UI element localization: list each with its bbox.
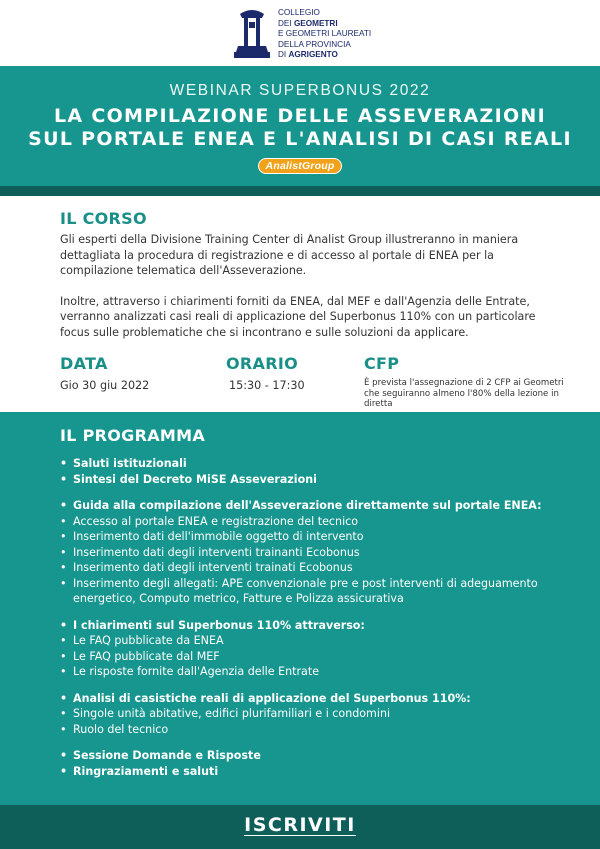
logo-line-4: DELLA PROVINCIA xyxy=(278,39,351,49)
logo-line-1: COLLEGIO xyxy=(278,8,320,17)
course-paragraph-1: Gli esperti della Divisione Training Center di Analist Group illustreranno in maniera dettagliata la procedura di registrazione e di accesso al portale di ENEA per la compilazione telematica dell'Asseverazione. xyxy=(60,233,519,277)
logo-line-5-prefix: DI xyxy=(278,50,289,59)
program-group xyxy=(60,618,560,680)
program-list xyxy=(60,456,560,790)
program-item: • Inserimento dati dell'immobile oggetto di intervento xyxy=(60,529,560,545)
program-item: • I chiarimenti sul Superbonus 110% attraverso: xyxy=(60,618,560,634)
program-group xyxy=(60,498,560,607)
program-item: • Sintesi del Decreto MiSE Asseverazioni xyxy=(60,472,560,488)
program-item: • Inserimento dati degli interventi trainanti Ecobonus xyxy=(60,545,560,561)
hero-title-line-1: LA COMPILAZIONE DELLE ASSEVERAZIONI xyxy=(54,105,546,127)
time-value: 15:30 - 17:30 xyxy=(229,379,305,392)
hero-banner xyxy=(0,66,600,186)
date-block xyxy=(60,354,149,392)
program-section xyxy=(0,412,600,805)
program-group xyxy=(60,691,560,738)
logo-line-2-prefix: DEI xyxy=(278,18,294,28)
collegio-emblem-icon xyxy=(232,4,272,60)
hero-title xyxy=(0,105,600,151)
logo-line-2 xyxy=(278,19,371,30)
time-block xyxy=(226,354,305,392)
register-button[interactable]: ISCRIVITI xyxy=(244,814,356,836)
program-title: IL PROGRAMMA xyxy=(60,426,206,445)
program-item: • Accesso al portale ENEA e registrazione del tecnico xyxy=(60,514,560,530)
cfp-label: CFP xyxy=(364,354,400,373)
program-item: • Ringraziamenti e saluti xyxy=(60,764,560,780)
cfp-block xyxy=(364,354,564,410)
program-item: • Inserimento dati degli interventi trainati Ecobonus xyxy=(60,560,560,576)
program-item: • Singole unità abitative, edifici plurifamiliari e i condomini xyxy=(60,706,560,722)
header-logo-area xyxy=(0,0,600,66)
course-title: IL CORSO xyxy=(60,209,147,228)
date-value: Gio 30 giu 2022 xyxy=(60,379,150,392)
course-paragraph-2: Inoltre, attraverso i chiarimenti forniti da ENEA, dal MEF e dall'Agenzia delle Entrate, verranno analizzati casi reali di applicazione del Superbonus 110% con un particolare focus sulle problematiche che si incontrano e sulle soluzioni da applicare. xyxy=(60,294,536,339)
collegio-name xyxy=(278,8,371,61)
program-item: • Sessione Domande e Risposte xyxy=(60,748,560,764)
logo-line-2-bold: GEOMETRI xyxy=(293,18,338,28)
program-item: • Ruolo del tecnico xyxy=(60,722,560,738)
program-group xyxy=(60,456,560,487)
program-item: • Le FAQ pubblicate dal MEF xyxy=(60,649,560,665)
program-item: • Guida alla compilazione dell'Asseverazione direttamente sul portale ENEA: xyxy=(60,498,560,514)
event-info-row xyxy=(60,354,564,414)
hero-divider-strip xyxy=(0,186,600,196)
logo-line-3: E GEOMETRI LAUREATI xyxy=(278,29,372,38)
course-section xyxy=(60,209,550,340)
logo-line-5-bold: AGRIGENTO xyxy=(288,50,338,59)
program-item: • Analisi di casistiche reali di applicazione del Superbonus 110%: xyxy=(60,691,560,707)
program-item: • Le FAQ pubblicate da ENEA xyxy=(60,633,560,649)
time-label: ORARIO xyxy=(226,354,298,373)
hero-title-line-2: SUL PORTALE ENEA E L'ANALISI DI CASI REALI xyxy=(28,128,572,150)
date-label: DATA xyxy=(60,354,108,373)
program-group xyxy=(60,748,560,779)
program-item: • Saluti istituzionali xyxy=(60,456,560,472)
logo-line-5 xyxy=(278,50,371,61)
cfp-value: È prevista l'assegnazione di 2 CFP ai Geometri che seguiranno almeno l'80% della lezione in diretta xyxy=(364,378,564,409)
footer-band xyxy=(0,805,600,849)
program-item: • Inserimento degli allegati: APE convenzionale pre e post interventi di adeguamento energetico, Computo metrico, Fatture e Polizza assicurativa xyxy=(60,576,560,607)
program-item: • Le risposte fornite dall'Agenzia delle Entrate xyxy=(60,664,560,680)
analist-group-logo: AnalistGroup xyxy=(258,158,343,174)
webinar-subtitle: WEBINAR SUPERBONUS 2022 xyxy=(169,82,431,99)
